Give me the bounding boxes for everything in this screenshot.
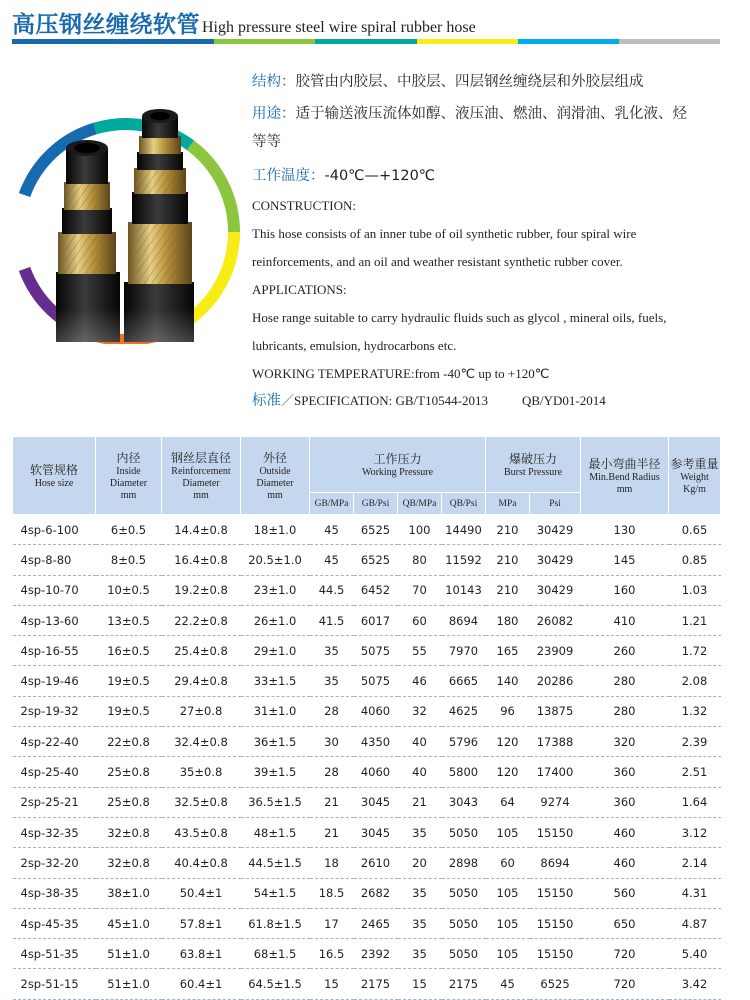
table-cell: 15150: [530, 878, 581, 908]
table-cell: 8694: [442, 605, 486, 635]
working-temp: WORKING TEMPERATURE:from -40℃ up to +120℃: [252, 366, 550, 381]
table-cell: 51±1.0: [96, 939, 162, 969]
table-cell: 180: [486, 605, 530, 635]
table-cell: 35: [310, 636, 354, 666]
table-cell: 8694: [530, 848, 581, 878]
col-weight: 参考重量 Weight Kg/m: [669, 437, 721, 515]
table-row: [13, 787, 721, 817]
table-row: [13, 757, 721, 787]
table-cell: 1.32: [669, 696, 721, 726]
table-row: [13, 636, 721, 666]
structure-line: [252, 74, 732, 90]
construction-heading: CONSTRUCTION:: [252, 198, 357, 213]
table-row: [13, 727, 721, 757]
table-cell: 36.5±1.5: [241, 787, 310, 817]
table-cell: 8±0.5: [96, 545, 162, 575]
table-cell: 40.4±0.8: [162, 848, 241, 878]
table-cell: 18±1.0: [241, 515, 310, 545]
table-cell: 38±1.0: [96, 878, 162, 908]
table-row: [13, 878, 721, 908]
table-cell: 4sp-25-40: [13, 757, 96, 787]
table-cell: 54±1.5: [241, 878, 310, 908]
table-body: [13, 515, 721, 1000]
ring-arc: [190, 145, 234, 232]
ring-arc: [190, 232, 234, 319]
table-cell: 4sp-38-35: [13, 878, 96, 908]
subcol-qb-psi: QB/Psi: [442, 493, 486, 515]
table-cell: 4sp-22-40: [13, 727, 96, 757]
table-cell: 28: [310, 696, 354, 726]
table-cell: 720: [581, 939, 669, 969]
table-cell: 25±0.8: [96, 757, 162, 787]
table-cell: 57.8±1: [162, 908, 241, 938]
construction-text-1: This hose consists of an inner tube of oil synthetic rubber, four spiral wire: [252, 226, 637, 241]
table-cell: 4sp-16-55: [13, 636, 96, 666]
table-cell: 29.4±0.8: [162, 666, 241, 696]
table-cell: 41.5: [310, 605, 354, 635]
table-cell: 120: [486, 727, 530, 757]
table-cell: 2sp-25-21: [13, 787, 96, 817]
table-cell: 45: [310, 545, 354, 575]
table-cell: 5050: [442, 817, 486, 847]
table-cell: 32.5±0.8: [162, 787, 241, 817]
table-cell: 5796: [442, 727, 486, 757]
standard-slash: ／: [281, 393, 295, 408]
table-cell: 2sp-51-15: [13, 969, 96, 999]
col-hose-size: 软管规格 Hose size: [13, 437, 96, 515]
table-cell: 4350: [354, 727, 398, 757]
table-cell: 4.31: [669, 878, 721, 908]
table-cell: 6452: [354, 575, 398, 605]
table-cell: 2465: [354, 908, 398, 938]
table-cell: 18.5: [310, 878, 354, 908]
table-cell: 3045: [354, 817, 398, 847]
table-cell: 15: [310, 969, 354, 999]
table-row: [13, 939, 721, 969]
table-cell: 45: [310, 515, 354, 545]
stripe-segment: [113, 39, 214, 44]
stripe-segment: [12, 39, 113, 44]
table-cell: 105: [486, 878, 530, 908]
table-cell: 4.87: [669, 908, 721, 938]
table-cell: 6525: [530, 969, 581, 999]
applications-heading: APPLICATIONS:: [252, 282, 347, 297]
table-cell: 48±1.5: [241, 817, 310, 847]
table-cell: 100: [398, 515, 442, 545]
table-cell: 20286: [530, 666, 581, 696]
title-cn: 高压钢丝缠绕软管: [12, 12, 200, 38]
subcol-burst-psi: Psi: [530, 493, 581, 515]
table-cell: 28: [310, 757, 354, 787]
table-row: [13, 545, 721, 575]
table-cell: 68±1.5: [241, 939, 310, 969]
table-cell: 4060: [354, 696, 398, 726]
table-cell: 27±0.8: [162, 696, 241, 726]
table-cell: 6665: [442, 666, 486, 696]
table-row: [13, 575, 721, 605]
temp-line: [252, 168, 732, 184]
table-cell: 560: [581, 878, 669, 908]
table-cell: 22±0.8: [96, 727, 162, 757]
table-cell: 2.08: [669, 666, 721, 696]
table-cell: 4060: [354, 757, 398, 787]
table-cell: 32: [398, 696, 442, 726]
title-en: High pressure steel wire spiral rubber hose: [202, 19, 476, 36]
table-cell: 44.5±1.5: [241, 848, 310, 878]
table-cell: 1.03: [669, 575, 721, 605]
hose-product-image: [6, 104, 246, 344]
table-cell: 26±1.0: [241, 605, 310, 635]
table-cell: 30429: [530, 575, 581, 605]
temp-label: 工作温度：: [252, 168, 325, 184]
col-min-bend-radius: 最小弯曲半径 Min.Bend Radius mm: [581, 437, 669, 515]
table-cell: 105: [486, 908, 530, 938]
table-cell: 39±1.5: [241, 757, 310, 787]
table-cell: 31±1.0: [241, 696, 310, 726]
table-cell: 29±1.0: [241, 636, 310, 666]
temp-text: -40℃—+120℃: [324, 168, 436, 184]
table-cell: 210: [486, 515, 530, 545]
table-cell: 4sp-19-46: [13, 666, 96, 696]
table-cell: 70: [398, 575, 442, 605]
table-cell: 35±0.8: [162, 757, 241, 787]
table-cell: 10±0.5: [96, 575, 162, 605]
table-cell: 10143: [442, 575, 486, 605]
stripe-segment: [619, 39, 720, 44]
subcol-burst-mpa: MPa: [486, 493, 530, 515]
table-cell: 32±0.8: [96, 848, 162, 878]
table-cell: 2sp-32-20: [13, 848, 96, 878]
table-cell: 1.64: [669, 787, 721, 817]
table-cell: 15150: [530, 939, 581, 969]
table-cell: 19±0.5: [96, 666, 162, 696]
table-row: [13, 515, 721, 545]
table-cell: 60: [398, 605, 442, 635]
table-cell: 3045: [354, 787, 398, 817]
table-row: [13, 848, 721, 878]
table-cell: 6525: [354, 545, 398, 575]
applications-text-2: lubricants, emulsion, hydrocarbons etc.: [252, 338, 457, 353]
table-cell: 460: [581, 848, 669, 878]
table-cell: 30429: [530, 515, 581, 545]
table-cell: 460: [581, 817, 669, 847]
table-cell: 280: [581, 666, 669, 696]
table-cell: 2392: [354, 939, 398, 969]
table-cell: 5050: [442, 878, 486, 908]
table-cell: 23909: [530, 636, 581, 666]
col-outside-diameter: 外径 Outside Diameter mm: [241, 437, 310, 515]
table-row: [13, 817, 721, 847]
table-cell: 2.51: [669, 757, 721, 787]
stripe-segment: [518, 39, 619, 44]
col-working-pressure: 工作压力 Working Pressure: [310, 437, 486, 493]
table-cell: 30429: [530, 545, 581, 575]
table-cell: 35: [398, 908, 442, 938]
applications-text-1: Hose range suitable to carry hydraulic fluids such as glycol , mineral oils, fuels,: [252, 310, 667, 325]
table-cell: 2898: [442, 848, 486, 878]
table-cell: 25±0.8: [96, 787, 162, 817]
table-row: [13, 696, 721, 726]
table-cell: 4sp-32-35: [13, 817, 96, 847]
table-cell: 9274: [530, 787, 581, 817]
table-cell: 210: [486, 545, 530, 575]
table-row: [13, 969, 721, 999]
table-cell: 25.4±0.8: [162, 636, 241, 666]
table-cell: 45: [486, 969, 530, 999]
table-cell: 80: [398, 545, 442, 575]
table-cell: 280: [581, 696, 669, 726]
table-cell: 22.2±0.8: [162, 605, 241, 635]
table-cell: 51±1.0: [96, 969, 162, 999]
table-cell: 15150: [530, 908, 581, 938]
table-cell: 14.4±0.8: [162, 515, 241, 545]
table-cell: 16.4±0.8: [162, 545, 241, 575]
table-cell: 26082: [530, 605, 581, 635]
table-cell: 30: [310, 727, 354, 757]
table-cell: 35: [398, 878, 442, 908]
subcol-gb-psi: GB/Psi: [354, 493, 398, 515]
table-cell: 5.40: [669, 939, 721, 969]
table-row: [13, 666, 721, 696]
table-cell: 1.72: [669, 636, 721, 666]
table-cell: 20.5±1.0: [241, 545, 310, 575]
table-cell: 50.4±1: [162, 878, 241, 908]
table-cell: 130: [581, 515, 669, 545]
usage-label: 用途：: [252, 106, 296, 122]
table-cell: 60.4±1: [162, 969, 241, 999]
standard-qb: QB/YD01-2014: [521, 393, 606, 408]
table-cell: 4sp-45-35: [13, 908, 96, 938]
table-cell: 46: [398, 666, 442, 696]
table-cell: 35: [398, 939, 442, 969]
table-cell: 32.4±0.8: [162, 727, 241, 757]
table-cell: 1.21: [669, 605, 721, 635]
table-cell: 650: [581, 908, 669, 938]
table-cell: 18: [310, 848, 354, 878]
table-cell: 19±0.5: [96, 696, 162, 726]
table-cell: 6525: [354, 515, 398, 545]
table-cell: 4sp-51-35: [13, 939, 96, 969]
table-cell: 140: [486, 666, 530, 696]
table-cell: 35: [398, 817, 442, 847]
table-cell: 2.39: [669, 727, 721, 757]
table-cell: 2.14: [669, 848, 721, 878]
table-cell: 13±0.5: [96, 605, 162, 635]
table-cell: 43.5±0.8: [162, 817, 241, 847]
table-cell: 35: [310, 666, 354, 696]
col-burst-pressure: 爆破压力 Burst Pressure: [486, 437, 581, 493]
table-cell: 17: [310, 908, 354, 938]
table-cell: 96: [486, 696, 530, 726]
table-cell: 0.85: [669, 545, 721, 575]
col-reinforcement-diameter: 钢丝层直径 Reinforcement Diameter mm: [162, 437, 241, 515]
table-cell: 120: [486, 757, 530, 787]
table-cell: 2682: [354, 878, 398, 908]
table-cell: 360: [581, 757, 669, 787]
table-cell: 720: [581, 969, 669, 999]
table-cell: 320: [581, 727, 669, 757]
table-cell: 4sp-13-60: [13, 605, 96, 635]
hose-left: [56, 140, 120, 342]
table-cell: 21: [310, 787, 354, 817]
standard-label: 标准: [252, 393, 281, 409]
table-cell: 360: [581, 787, 669, 817]
structure-label: 结构：: [252, 74, 296, 90]
table-cell: 64: [486, 787, 530, 817]
table-row: [13, 605, 721, 635]
table-cell: 15150: [530, 817, 581, 847]
table-cell: 105: [486, 939, 530, 969]
stripe-segment: [417, 39, 518, 44]
table-cell: 40: [398, 757, 442, 787]
table-cell: 17388: [530, 727, 581, 757]
table-cell: 36±1.5: [241, 727, 310, 757]
table-cell: 165: [486, 636, 530, 666]
table-cell: 4625: [442, 696, 486, 726]
table-cell: 55: [398, 636, 442, 666]
table-cell: 260: [581, 636, 669, 666]
table-cell: 4sp-10-70: [13, 575, 96, 605]
table-cell: 2175: [442, 969, 486, 999]
table-cell: 3.12: [669, 817, 721, 847]
table-cell: 13875: [530, 696, 581, 726]
table-cell: 160: [581, 575, 669, 605]
table-cell: 5800: [442, 757, 486, 787]
table-cell: 2sp-19-32: [13, 696, 96, 726]
table-cell: 64.5±1.5: [241, 969, 310, 999]
table-cell: 21: [310, 817, 354, 847]
stripe-segment: [315, 39, 416, 44]
table-cell: 60: [486, 848, 530, 878]
table-cell: 11592: [442, 545, 486, 575]
table-row: [13, 908, 721, 938]
header-color-stripe: [12, 39, 720, 44]
table-cell: 45±1.0: [96, 908, 162, 938]
page-header: [12, 6, 476, 36]
table-cell: 20: [398, 848, 442, 878]
table-cell: 3043: [442, 787, 486, 817]
table-cell: 19.2±0.8: [162, 575, 241, 605]
table-cell: 44.5: [310, 575, 354, 605]
table-cell: 5050: [442, 939, 486, 969]
subcol-gb-mpa: GB/MPa: [310, 493, 354, 515]
table-cell: 5050: [442, 908, 486, 938]
table-cell: 0.65: [669, 515, 721, 545]
table-cell: 17400: [530, 757, 581, 787]
table-cell: 410: [581, 605, 669, 635]
standard-line: [252, 393, 732, 409]
table-cell: 33±1.5: [241, 666, 310, 696]
table-cell: 5075: [354, 636, 398, 666]
usage-text: 适于输送液压流体如醇、液压油、燃油、润滑油、乳化液、烃: [295, 106, 687, 122]
table-cell: 145: [581, 545, 669, 575]
table-cell: 4sp-6-100: [13, 515, 96, 545]
table-cell: 14490: [442, 515, 486, 545]
usage-line-2: [252, 134, 732, 150]
table-cell: 5075: [354, 666, 398, 696]
table-cell: 63.8±1: [162, 939, 241, 969]
construction-text-2: reinforcements, and an oil and weather resistant synthetic rubber cover.: [252, 254, 623, 269]
table-cell: 210: [486, 575, 530, 605]
col-inside-diameter: 内径 Inside Diameter mm: [96, 437, 162, 515]
subcol-qb-mpa: QB/MPa: [398, 493, 442, 515]
table-cell: 2175: [354, 969, 398, 999]
table-cell: 3.42: [669, 969, 721, 999]
table-cell: 32±0.8: [96, 817, 162, 847]
table-cell: 4sp-8-80: [13, 545, 96, 575]
table-cell: 6±0.5: [96, 515, 162, 545]
standard-spec: SPECIFICATION: GB/T10544-2013: [294, 393, 488, 408]
usage-text-cont: 等等: [252, 134, 281, 150]
hose-illustration: [6, 104, 246, 344]
table-cell: 23±1.0: [241, 575, 310, 605]
usage-line: [252, 106, 732, 122]
table-cell: 40: [398, 727, 442, 757]
hose-spec-table: [12, 436, 720, 1000]
table-cell: 21: [398, 787, 442, 817]
table-cell: 2610: [354, 848, 398, 878]
table-cell: 16±0.5: [96, 636, 162, 666]
stripe-segment: [214, 39, 315, 44]
table-cell: 7970: [442, 636, 486, 666]
table-cell: 16.5: [310, 939, 354, 969]
table-cell: 61.8±1.5: [241, 908, 310, 938]
table-cell: 105: [486, 817, 530, 847]
structure-text: 胶管由内胶层、中胶层、四层钢丝缠绕层和外胶层组成: [295, 74, 644, 90]
table-cell: 15: [398, 969, 442, 999]
table-cell: 6017: [354, 605, 398, 635]
